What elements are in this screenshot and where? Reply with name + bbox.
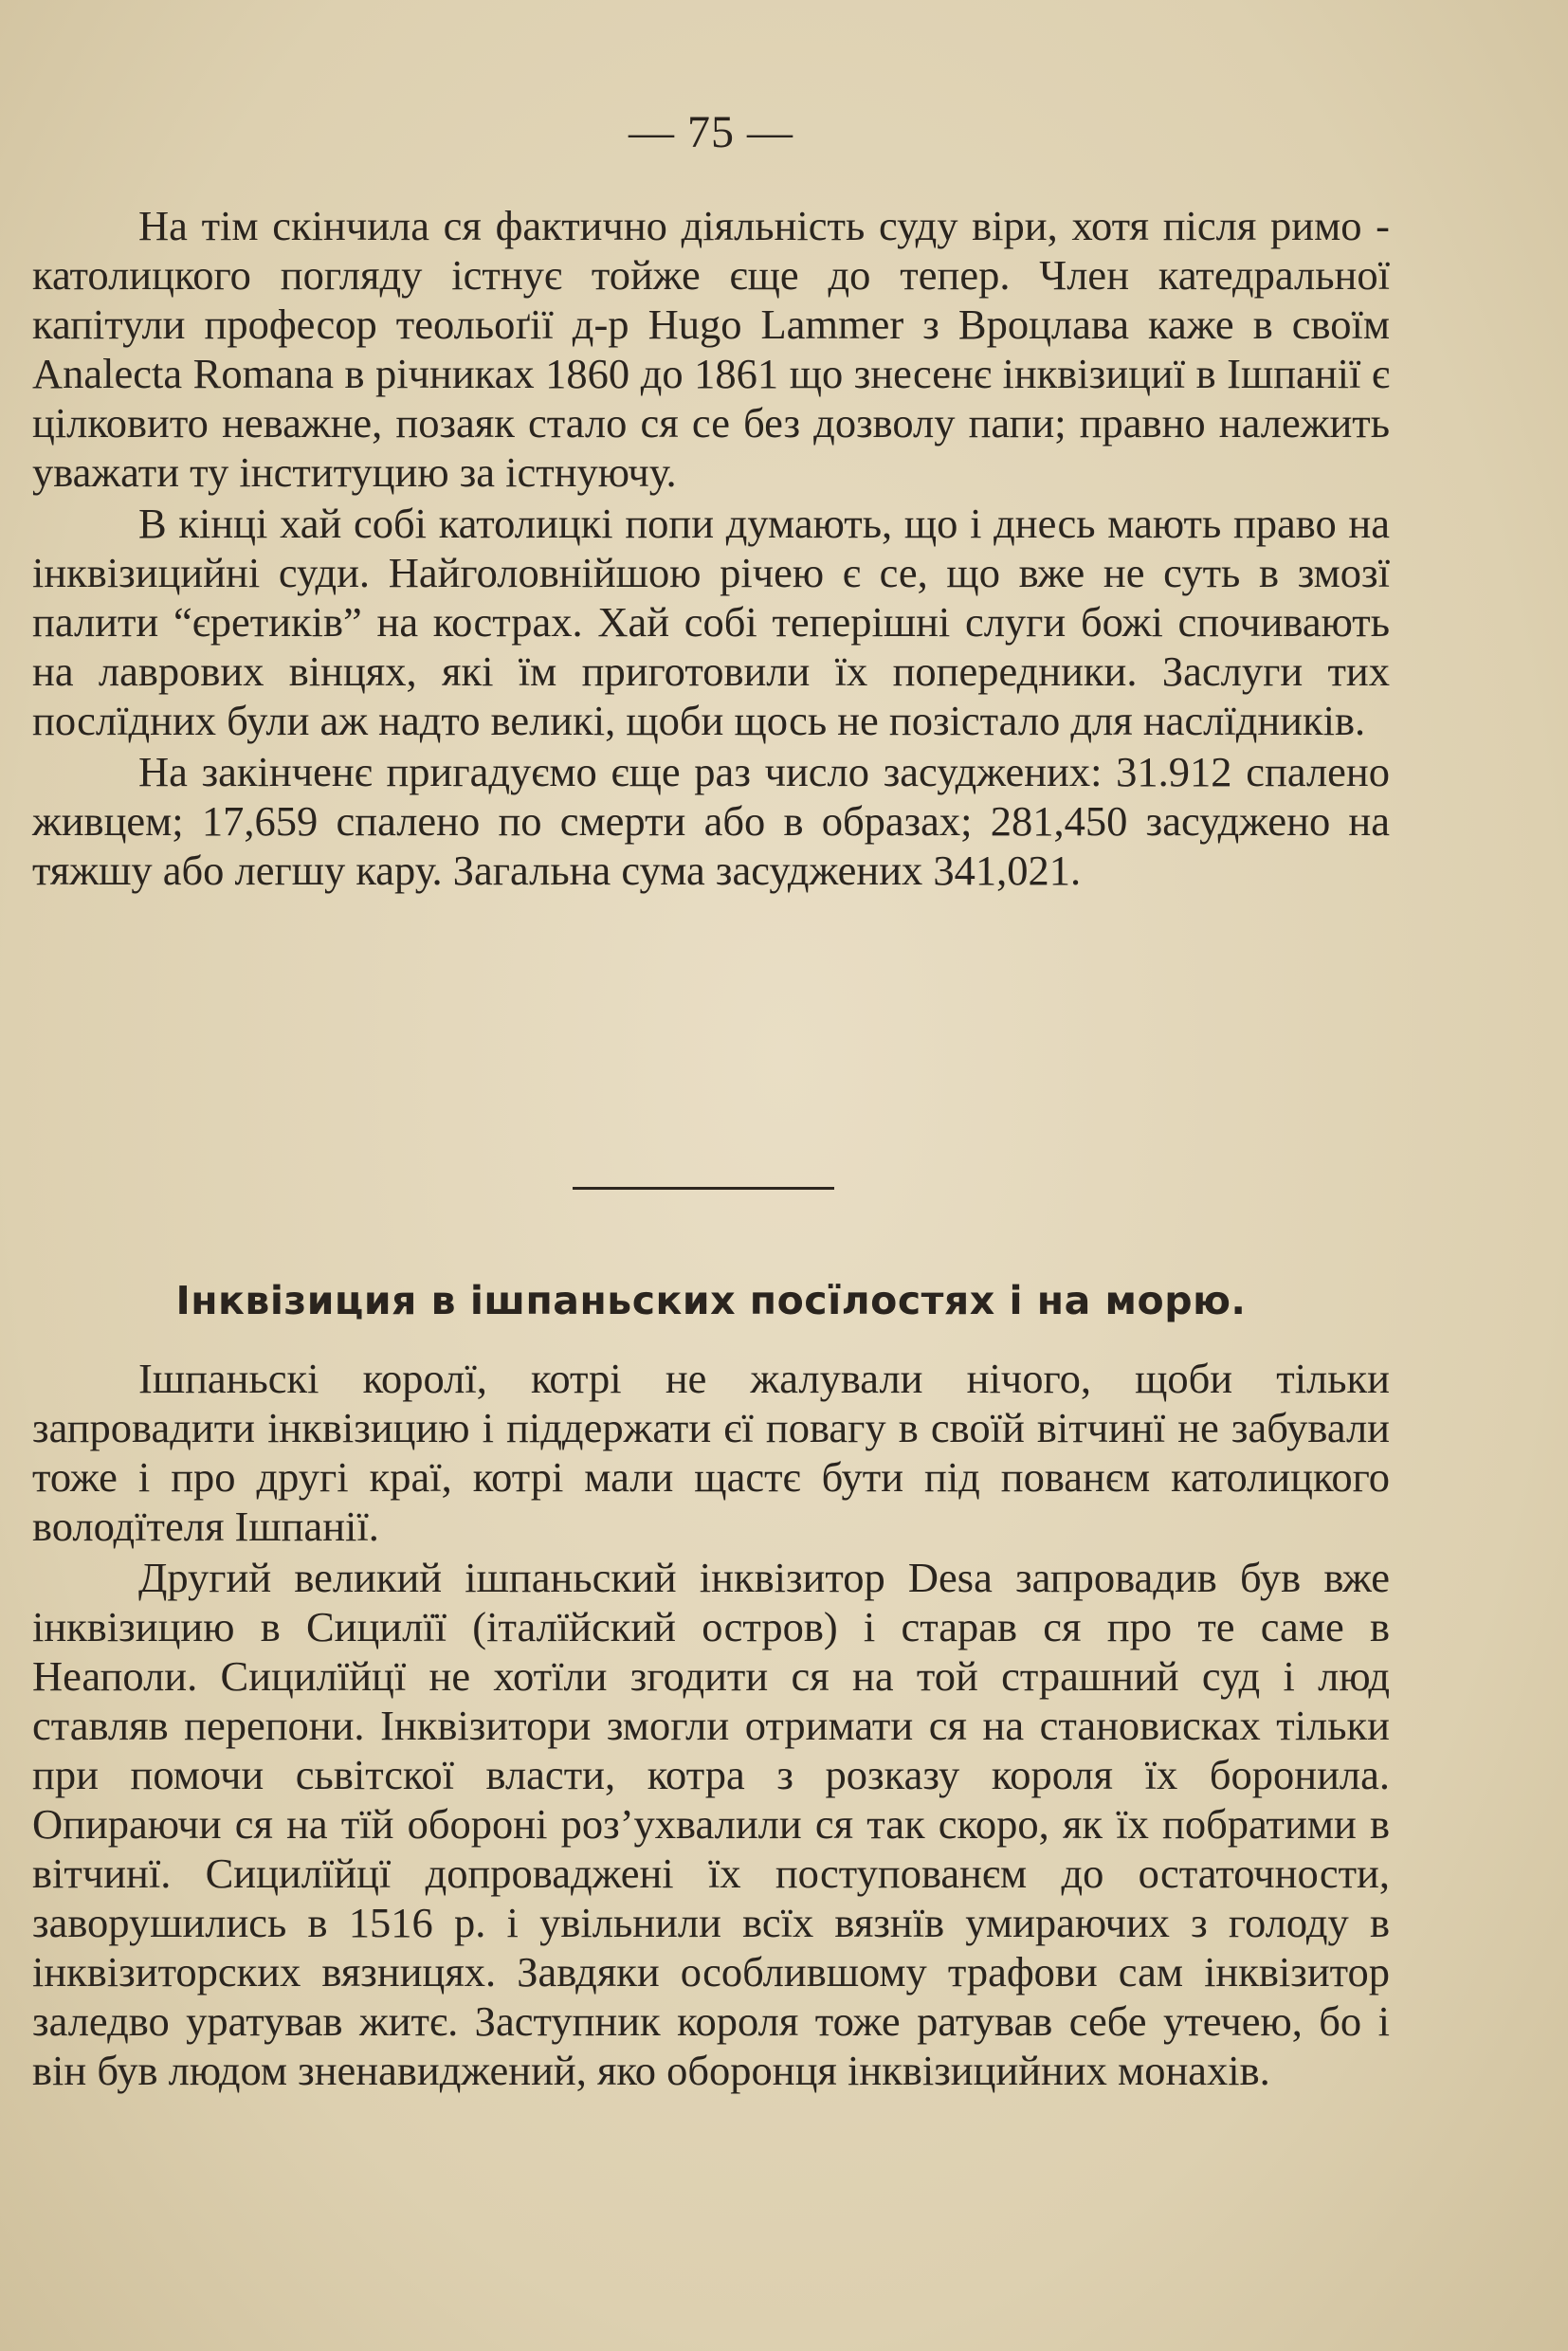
- paragraph-3: На закінченє пригадуємо єще раз число засуджених: 31.912 спалено живцем; 17,659 спалено по смерти або в образах; 281,450 засуджено на тяжшу або легшу кару. Загальна сума засуджених 341,021.: [32, 748, 1390, 894]
- section-divider: [573, 1187, 834, 1190]
- section-2-text: [32, 1354, 1390, 2095]
- section-heading: Інквізиция в ішпаньских посїлостях і на морю.: [175, 1278, 1247, 1323]
- paragraph-1: На тім скінчила ся фактично діяльність суду віри, хотя після римо - католицкого погляду істнує тойже єще до тепер. Член катедральної капітули професор теольоґії д-р Hugo Lammer з Вроцлава каже в своїм Analecta Romana в річниках 1860 до 1861 що знесенє інквізициї в Ішпанії є цілковито неважне, позаяк стало ся се без дозволу папи; правно належить уважати ту інституцию за істнуючу.: [32, 202, 1390, 496]
- page-number: — 75 —: [629, 107, 793, 157]
- section-1-text: [32, 201, 1390, 895]
- paragraph-4: Ішпаньскі королї, котрі не жалували нічого, щоби тільки запровадити інквізицию і піддержати єї повагу в своїй вітчинї не забували тоже і про другі краї, котрі мали щастє бути під пованєм католицкого володїтеля Ішпанії.: [32, 1355, 1390, 1550]
- paragraph-2: В кінці хай собі католицкі попи думають, що і днесь мають право на інквізицийні суди. Найголовнійшою річею є се, що вже не суть в змозї палити “єретиків” на кострах. Хай собі теперішні слуги божі спочивають на лаврових вінцях, які їм приготовили їх попередники. Заслуги тих послїдних були аж надто великі, щоби щось не позістало для наслїдників.: [32, 500, 1390, 744]
- paragraph-5: Другий великий ішпаньский інквізитор Desa запровадив був вже інквізицию в Сицилїї (італїйский остров) і старав ся про те саме в Неаполи. Сицилїйцї не хотїли згодити ся на той страшний суд і люд ставляв перепони. Інквізитори змогли отримати ся на становисках тільки при помочи сьвітскої власти, котра з розказу короля їх боронила. Опираючи ся на тїй обороні роз’ухвалили ся так скоро, як їх побратими в вітчинї. Сицилїйцї допроваджені їх поступованєм до остаточности, заворушились в 1516 р. і увільнили всїх вязнїв умираючих з голоду в інквізиторских вязницях. Завдяки особлившому трафови сам інквізитор заледво уратував житє. Заступник короля тоже ратував себе утечею, бо і він був людом зненавиджений, яко оборонця інквізицийних монахів.: [32, 1554, 1390, 2094]
